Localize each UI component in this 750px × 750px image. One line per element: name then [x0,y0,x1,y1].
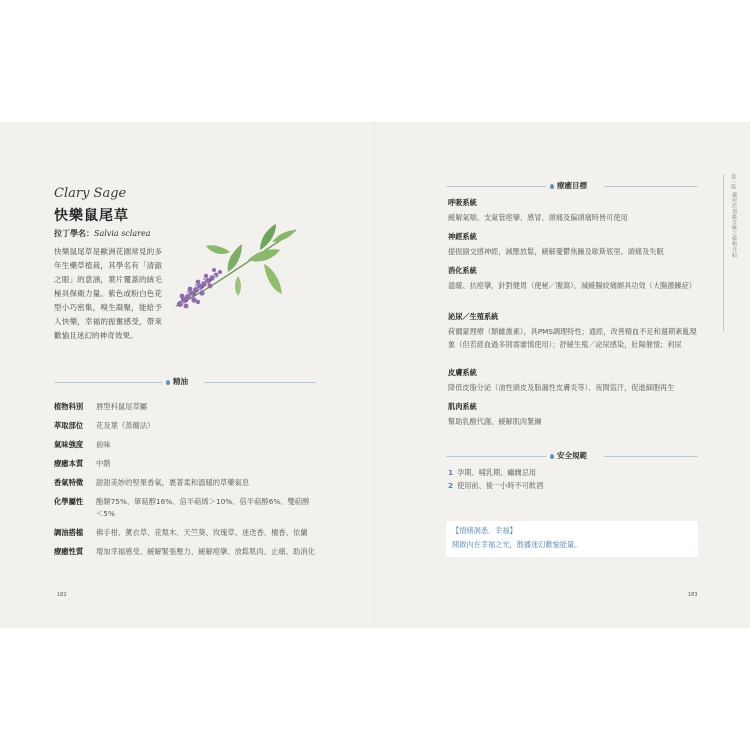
system-desc: 提振副交感神經，減壓放鬆，緩解憂鬱焦躁及歇斯底里、頭痛及失眠 [448,247,664,256]
heading-rule-left [446,186,546,187]
heading-label: 療癒目標 [550,180,587,191]
sci-label: 拉丁學名： [54,229,94,238]
info-value: 唇型科鼠尾草屬 [96,402,148,411]
info-row [54,401,316,413]
system-desc: 溫暖、抗痙攣，針對健胃（便秘／腹瀉），減緩腸絞痛頗具功效（大腸激躁症） [448,281,696,290]
clary-sage-illustration [168,220,303,316]
info-label: 療癒本質 [54,459,84,468]
safety-number: 2 [448,481,454,490]
info-row [54,496,316,520]
safety-item [448,466,698,479]
safety-item [448,479,698,492]
side-divider [723,174,724,332]
water-drop-icon [550,454,554,459]
essential-oil-heading [54,376,316,388]
page-number-right: 183 [688,592,698,598]
system-nervous [448,232,698,258]
info-value: 甜甜美妙的堅果香氣，裹著柔和溫暖的草藥氣息 [96,478,250,487]
gutter [374,122,376,628]
safety-list [448,466,698,492]
healing-heading [446,180,698,192]
info-value: 酯類75%、單萜醇16%、倍半萜烯＞10%、倍半萜醇6%、雙萜醇＜5% [96,497,310,518]
info-label: 植物科別 [54,402,84,411]
heading-label: 精油 [166,376,188,387]
heading-rule-left [446,456,546,457]
info-label: 化學屬性 [54,497,84,506]
info-value: 花及葉（蒸餾法） [96,421,155,430]
info-row [54,420,316,432]
system-muscle [448,402,698,428]
system-title: 皮膚系統 [448,368,477,377]
system-digestive [448,266,698,292]
page-title: 快樂鼠尾草 [54,208,129,224]
system-title: 神經系統 [448,232,477,241]
system-skin [448,368,698,394]
heading-rule-left [54,382,162,383]
system-desc: 荷爾蒙理療（類雌激素），具PMS調理特性；通經，改善精血不足和週期紊亂現象（但若經血過多則需審慎使用）；舒緩生殖／泌尿感染，壯陽催情；利尿 [448,327,697,349]
info-value: 前味 [96,440,111,449]
safety-text: 孕期、哺乳期、癲癇忌用 [457,468,537,477]
system-title: 泌尿／生殖系統 [448,312,499,321]
heading-rule-right [204,382,316,383]
emotion-title: 【情緒洞悉．幸福】 [452,526,517,535]
side-section-label: 第一篇 [730,174,736,189]
info-value: 中階 [96,459,111,468]
system-title: 呼吸系統 [448,198,477,207]
system-respiratory [448,198,698,224]
intro-paragraph: 快樂鼠尾草是歐洲花園常見的多年生藥草植栽，其學名有「清澈之眼」的意涵，葉片覆蓋的絨毛極具保衛力量。紫色或粉白色花型小巧密集，嗅生凝聚，能給予人快樂，幸福的振奮感受，帶來歡愉且迷幻的神奇效果。 [54,247,162,340]
info-row [54,477,316,489]
info-table [54,401,316,565]
info-row [54,546,316,558]
water-drop-icon [550,184,554,189]
system-desc: 緩解氣喘、支氣管痙攣、感冒、頭痛及偏頭痛時皆可使用 [448,213,628,222]
info-value: 增加幸福感受、緩解緊張壓力、緩解痙攣、放鬆肌肉、止痛、助消化 [96,547,315,556]
water-drop-icon [166,380,170,385]
scientific-name [54,228,150,239]
heading-label: 安全規範 [550,450,587,461]
safety-text: 使用前、後一小時不可飲酒 [457,481,544,490]
book-spread [0,122,750,628]
heading-rule-right [604,456,698,457]
system-desc: 降低皮脂分泌（油性頭皮及脂漏性皮膚炎等）、夜間盜汗，促進細胞再生 [448,383,675,392]
latin-name: Clary Sage [54,186,127,201]
system-title: 肌肉系統 [448,402,477,411]
system-title: 消化系統 [448,266,477,275]
safety-number: 1 [448,468,454,477]
heading-rule-right [604,186,698,187]
info-row [54,439,316,451]
info-row [54,458,316,470]
info-label: 香氣特徵 [54,478,84,487]
emotion-callout [446,521,698,557]
info-label: 調油搭檔 [54,528,84,537]
info-label: 萃取部位 [54,421,84,430]
side-chapter-tab: 適用於頂級芳療之植物介紹 [731,192,737,258]
emotion-text: 開啟內在幸福之光，散播迷幻歡愉能量。 [452,540,582,549]
sci-value: Salvia sclarea [94,229,151,238]
system-urogenital [448,312,698,351]
info-value: 佛手柑、薰衣草、花梨木、天竺葵、玫瑰草、迷迭香、檀香、依蘭 [96,528,308,537]
page-number-left: 182 [57,592,67,598]
safety-heading [446,450,698,462]
info-label: 療癒性質 [54,547,84,556]
info-label: 氣味強度 [54,440,84,449]
system-desc: 幫助乳酸代謝，緩解肌肉緊繃 [448,417,542,426]
info-row [54,527,316,539]
